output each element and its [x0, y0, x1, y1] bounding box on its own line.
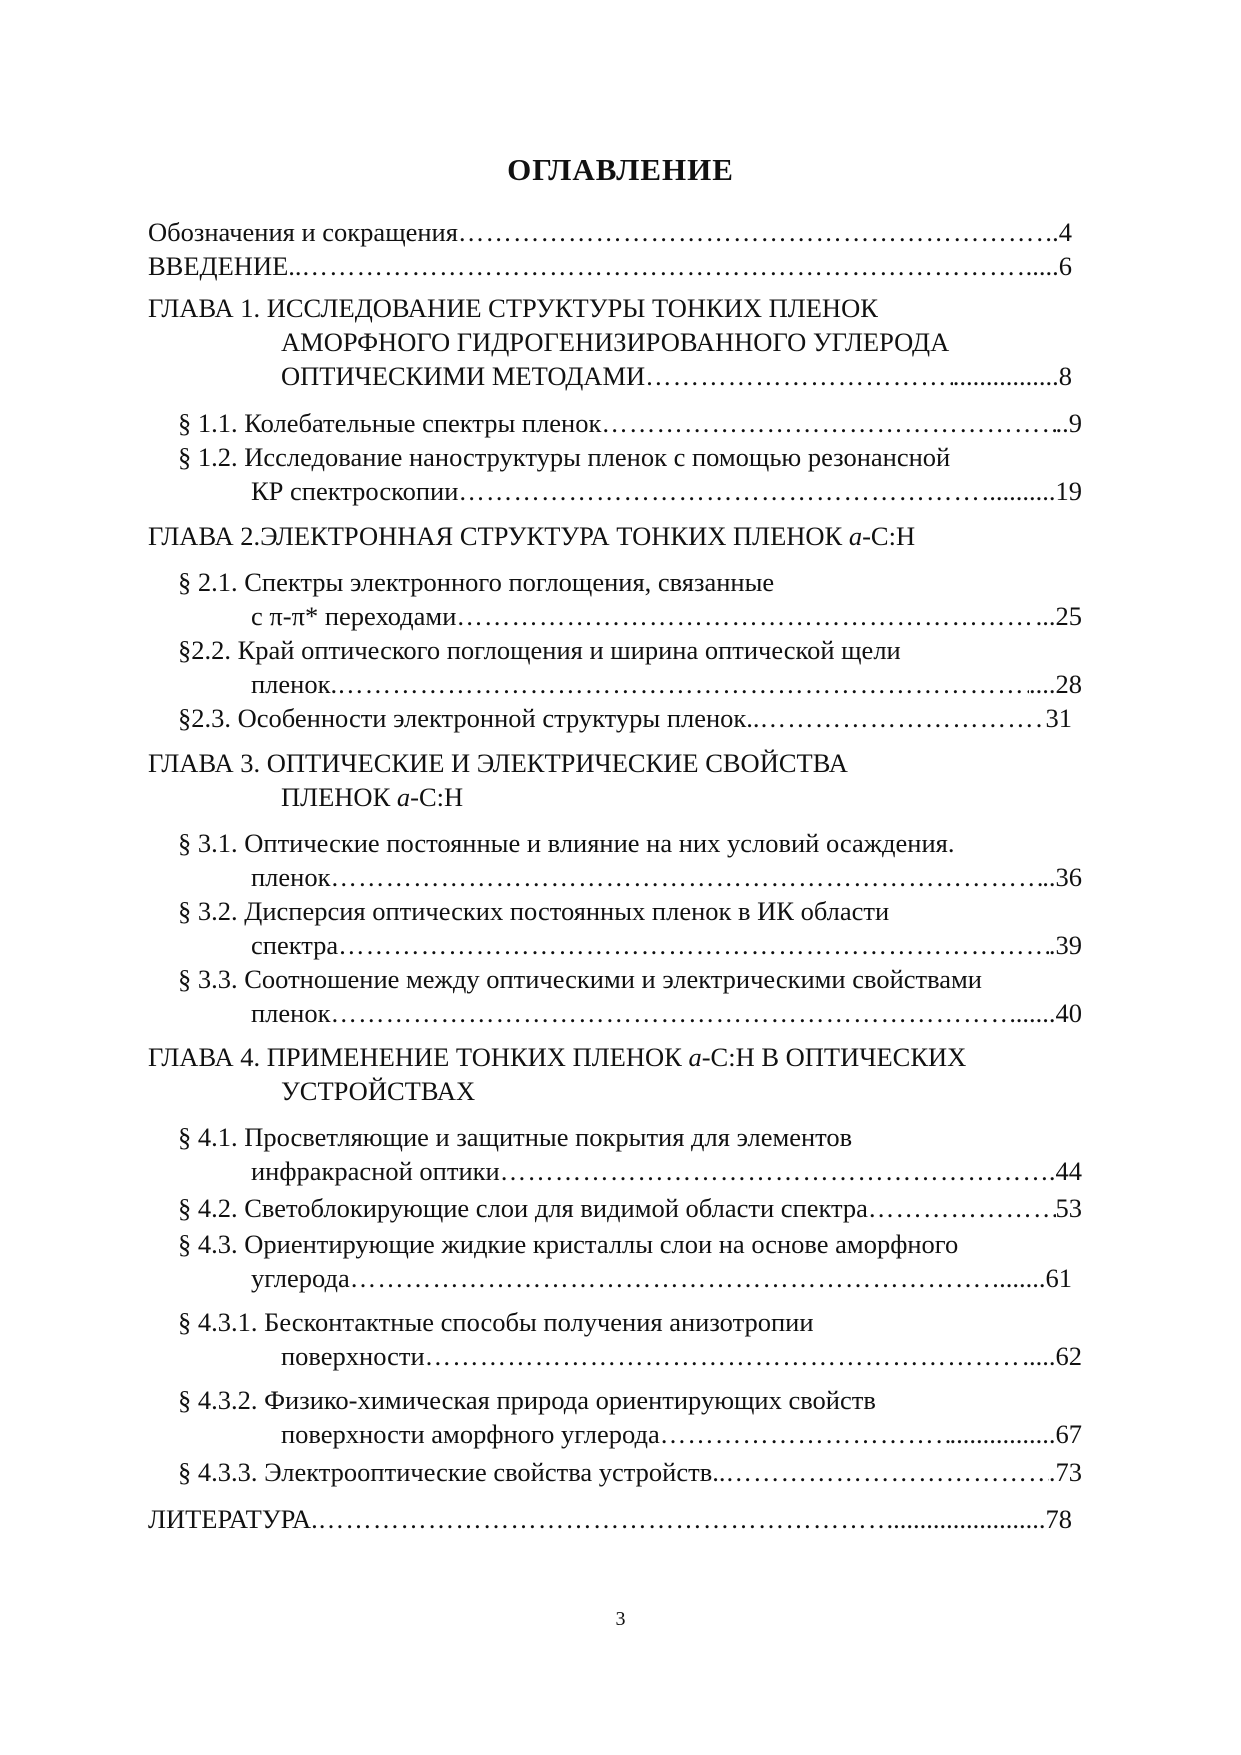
toc-entry-text: ЛИТЕРАТУРА. [148, 1504, 318, 1534]
toc-entry-references [148, 1503, 1072, 1535]
toc-section-4-3-2-line-1: § 4.3.2. Физико-химическая природа ориентирующих свойств [178, 1385, 876, 1415]
toc-page-number: .....62 [1022, 1341, 1082, 1371]
dot-leader [760, 702, 1046, 734]
toc-section-2-2-line-1: §2.2. Край оптического поглощения и ширина оптической щели [178, 635, 901, 665]
toc-page-number: .4 [1052, 217, 1072, 247]
dot-leader [350, 1262, 999, 1294]
dot-leader [725, 1456, 1048, 1488]
dot-leader [660, 1418, 950, 1450]
toc-section-3-3-line-2 [251, 997, 1082, 1029]
toc-chapter-4-line-2: УСТРОЙСТВАХ [281, 1076, 476, 1106]
toc-entry-text: инфракрасной оптики [251, 1156, 500, 1186]
toc-chapter-3-line-1: ГЛАВА 3. ОПТИЧЕСКИЕ И ЭЛЕКТРИЧЕСКИЕ СВОЙСТВА [148, 748, 848, 778]
toc-chapter-1-line-3 [281, 360, 1072, 392]
toc-entry-text: § 4.3.3. Электрооптические свойства устройств.. [178, 1457, 726, 1487]
toc-chapter-1-line-2: АМОРФНОГО ГИДРОГЕНИЗИРОВАННОГО УГЛЕРОДА [281, 327, 950, 357]
toc-section-2-2-line-2 [251, 668, 1082, 700]
toc-chapter-2: ГЛАВА 2.ЭЛЕКТРОННАЯ СТРУКТУРА ТОНКИХ ПЛЕНОК a-C:H [148, 521, 916, 551]
dot-leader [868, 1192, 1056, 1224]
toc-page-number: .......61 [999, 1263, 1072, 1293]
dot-leader [500, 1155, 1049, 1187]
dot-leader [318, 1503, 887, 1535]
toc-entry-text: ОПТИЧЕСКИМИ МЕТОДАМИ [281, 361, 646, 391]
dot-leader [645, 360, 953, 392]
toc-section-4-3-line-1: § 4.3. Ориентирующие жидкие кристаллы слои на основе аморфного [178, 1229, 959, 1259]
toc-page-number: ..36 [1042, 862, 1082, 892]
dot-leader [337, 668, 1029, 700]
toc-entry-text: КР спектроскопии [251, 476, 459, 506]
toc-section-3-1-line-2 [251, 861, 1082, 893]
toc-chapter-1-line-1: ГЛАВА 1. ИССЛЕДОВАНИЕ СТРУКТУРЫ ТОНКИХ ПЛЕНОК [148, 293, 878, 323]
toc-page-number: 31 [1045, 703, 1072, 733]
page-number: 3 [615, 1608, 626, 1630]
toc-entry-text: Обозначения и сокращения [148, 217, 458, 247]
toc-chapter-3-line-2: ПЛЕНОК a-C:H [281, 782, 464, 812]
toc-entry-text: ВВЕДЕНИЕ.. [148, 251, 302, 281]
dot-leader [458, 216, 1052, 248]
toc-section-3-1-line-1: § 3.1. Оптические постоянные и влияние на них условий осаждения. [178, 828, 955, 858]
toc-page-number: .....6 [1025, 251, 1072, 281]
toc-section-1-2-line-2 [251, 475, 1082, 507]
toc-entry-text: § 1.1. Колебательные спектры пленок [178, 408, 602, 438]
toc-entry-text: пленок. [251, 669, 338, 699]
toc-entry-notation [148, 216, 1072, 248]
toc-entry-text: пленок [251, 862, 331, 892]
toc-section-4-3-3 [178, 1456, 1082, 1488]
toc-chapter-4-line-1: ГЛАВА 4. ПРИМЕНЕНИЕ ТОНКИХ ПЛЕНОК a-C:H В ОПТИЧЕСКИХ [148, 1042, 967, 1072]
page-title: ОГЛАВЛЕНИЕ [507, 152, 734, 187]
toc-page-number: ...25 [1035, 601, 1082, 631]
toc-entry-text: с π-π* переходами [251, 601, 457, 631]
toc-section-4-1-line-1: § 4.1. Просветляющие и защитные покрытия для элементов [178, 1122, 853, 1152]
dot-leader [425, 1340, 1023, 1372]
dot-leader [458, 475, 989, 507]
toc-section-2-3 [178, 702, 1072, 734]
toc-entry-text: §2.3. Особенности электронной структуры пленок.. [178, 703, 760, 733]
dot-leader [302, 250, 1026, 282]
toc-section-4-3-1-line-1: § 4.3.1. Бесконтактные способы получения анизотропии [178, 1307, 814, 1337]
dot-leader [456, 600, 1035, 632]
dot-leader [330, 997, 1015, 1029]
toc-section-4-3-2-line-2 [281, 1418, 1082, 1450]
toc-section-4-3-line-2 [251, 1262, 1072, 1294]
toc-entry-text: § 4.2. Светоблокирующие слои для видимой области спектра [178, 1193, 868, 1223]
toc-page-number: ..........19 [989, 476, 1082, 506]
toc-section-3-2-line-2 [251, 929, 1082, 961]
dot-leader [330, 861, 1042, 893]
toc-entry-intro [148, 250, 1072, 282]
toc-entry-text: пленок [251, 998, 331, 1028]
toc-section-1-1 [178, 407, 1082, 439]
toc-section-4-2 [178, 1192, 1082, 1224]
toc-page-number: ........................78 [886, 1504, 1072, 1534]
toc-section-1-2-line-1: § 1.2. Исследование наноструктуры пленок с помощью резонансной [178, 442, 951, 472]
toc-entry-text: углерода [251, 1263, 350, 1293]
toc-page-number: .39 [1048, 930, 1082, 960]
toc-section-3-2-line-1: § 3.2. Дисперсия оптических постоянных пленок в ИК области [178, 896, 890, 926]
toc-page-number: .44 [1048, 1156, 1082, 1186]
toc-page-number: ................67 [949, 1419, 1082, 1449]
toc-entry-text: поверхности [281, 1341, 425, 1371]
toc-entry-text: спектра [251, 930, 339, 960]
toc-entry-text: поверхности аморфного углерода [281, 1419, 660, 1449]
toc-page-number: ......40 [1015, 998, 1082, 1028]
toc-page-number: .73 [1048, 1457, 1082, 1487]
toc-page-number: ....28 [1029, 669, 1082, 699]
toc-section-4-3-1-line-2 [281, 1340, 1082, 1372]
toc-section-2-1-line-2 [251, 600, 1082, 632]
toc-section-2-1-line-1: § 2.1. Спектры электронного поглощения, связанные [178, 567, 775, 597]
toc-page-number: ..9 [1055, 408, 1082, 438]
toc-section-3-3-line-1: § 3.3. Соотношение между оптическими и электрическими свойствами [178, 964, 982, 994]
dot-leader [601, 407, 1055, 439]
toc-page-number: ................8 [952, 361, 1072, 391]
toc-section-4-1-line-2 [251, 1155, 1082, 1187]
dot-leader [338, 929, 1049, 961]
toc-page-number: 53 [1055, 1193, 1082, 1223]
